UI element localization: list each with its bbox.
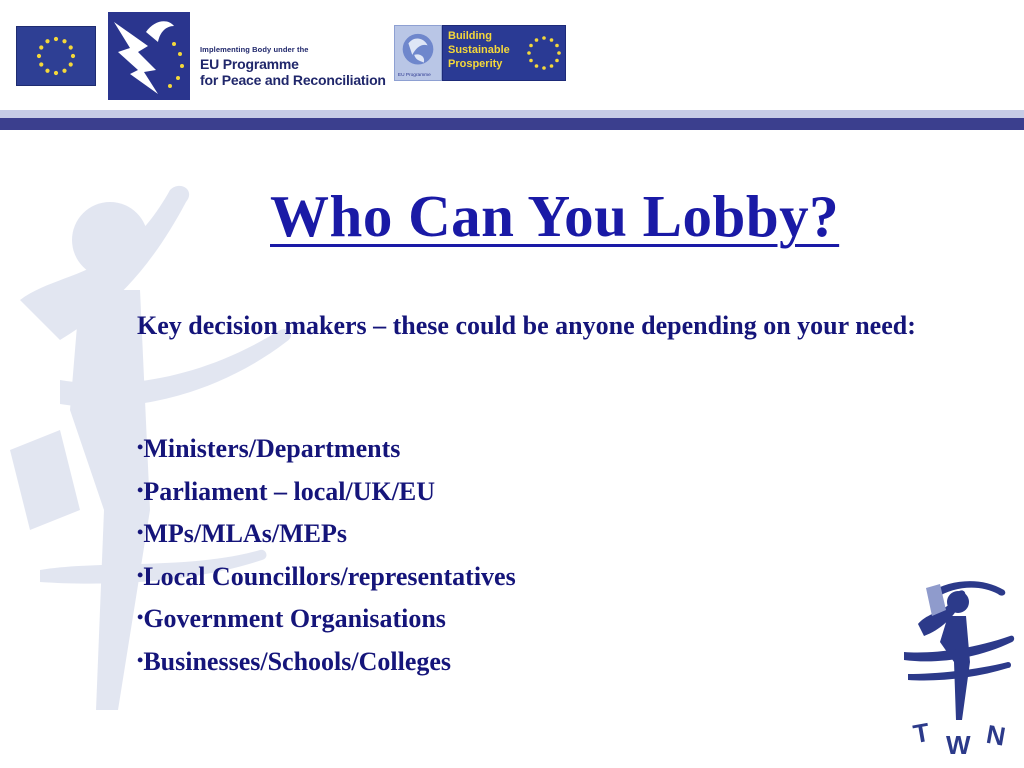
star-icon	[45, 39, 49, 43]
bullet-dot: •	[137, 479, 144, 500]
star-icon	[62, 39, 66, 43]
list-item	[137, 640, 516, 683]
star-icon	[535, 38, 539, 42]
star-icon	[45, 69, 49, 73]
bullet-dot: •	[137, 564, 144, 585]
eu-flag-icon	[16, 26, 96, 86]
dove-icon	[108, 12, 190, 100]
list-item-text: Businesses/Schools/Colleges	[143, 646, 452, 676]
bullet-dot: •	[137, 522, 144, 542]
page-title: Who Can You Lobby?	[270, 183, 840, 249]
bsp-line-2: Sustainable	[448, 44, 510, 56]
star-icon	[550, 64, 554, 68]
bsp-line-1: Building	[448, 30, 492, 42]
star-icon	[37, 54, 41, 58]
list-item-text: Government Organisations	[143, 604, 446, 633]
star-icon	[555, 44, 559, 48]
header-rule-light	[0, 110, 1024, 118]
list-item	[137, 512, 516, 555]
star-icon	[54, 37, 58, 41]
peace-line-2: for Peace and Reconciliation	[200, 71, 386, 88]
list-item-text: MPs/MLAs/MEPs	[143, 519, 347, 548]
twn-logo-icon	[900, 570, 1020, 760]
peace-line-1: EU Programme	[200, 55, 299, 72]
twn-letter-n: N	[984, 718, 1008, 752]
bullet-dot: •	[137, 437, 144, 457]
intro-text: Key decision makers – these could be anyone depending on your need:	[137, 311, 916, 340]
list-item-text: Local Councillors/representatives	[143, 561, 516, 591]
star-icon	[557, 51, 561, 55]
lobby-target-list	[137, 427, 516, 682]
star-icon	[69, 45, 73, 49]
star-icon	[527, 51, 531, 55]
twn-letter-t: T	[910, 716, 932, 750]
star-icon	[39, 62, 43, 66]
star-icon	[39, 45, 43, 49]
star-icon	[550, 38, 554, 42]
peace-small-label: Implementing Body under the	[200, 45, 309, 54]
star-icon	[69, 62, 73, 66]
bullet-dot: •	[137, 649, 144, 670]
star-icon	[535, 64, 539, 68]
star-icon	[71, 54, 75, 58]
star-icon	[542, 66, 546, 70]
star-icon	[529, 59, 533, 63]
list-item	[137, 597, 516, 640]
twn-letter-w: W	[946, 730, 971, 760]
list-item-text: Parliament – local/UK/EU	[143, 476, 436, 506]
list-item	[137, 427, 516, 470]
bsp-line-3: Prosperity	[448, 58, 503, 70]
star-icon	[529, 44, 533, 48]
bsp-small-label: EU Programme	[397, 73, 431, 78]
list-item	[137, 555, 516, 598]
peace-programme-text	[200, 46, 386, 87]
list-item-text: Ministers/Departments	[143, 434, 401, 463]
globe-icon	[394, 25, 442, 81]
star-icon	[542, 36, 546, 40]
star-icon	[54, 71, 58, 75]
bsp-flag	[442, 25, 566, 81]
star-icon	[62, 69, 66, 73]
bsp-logo	[394, 25, 566, 81]
star-ring-icon	[525, 28, 563, 78]
bullet-dot: •	[137, 607, 144, 627]
list-item	[137, 470, 516, 513]
header-rule-dark	[0, 118, 1024, 130]
star-icon	[555, 59, 559, 63]
